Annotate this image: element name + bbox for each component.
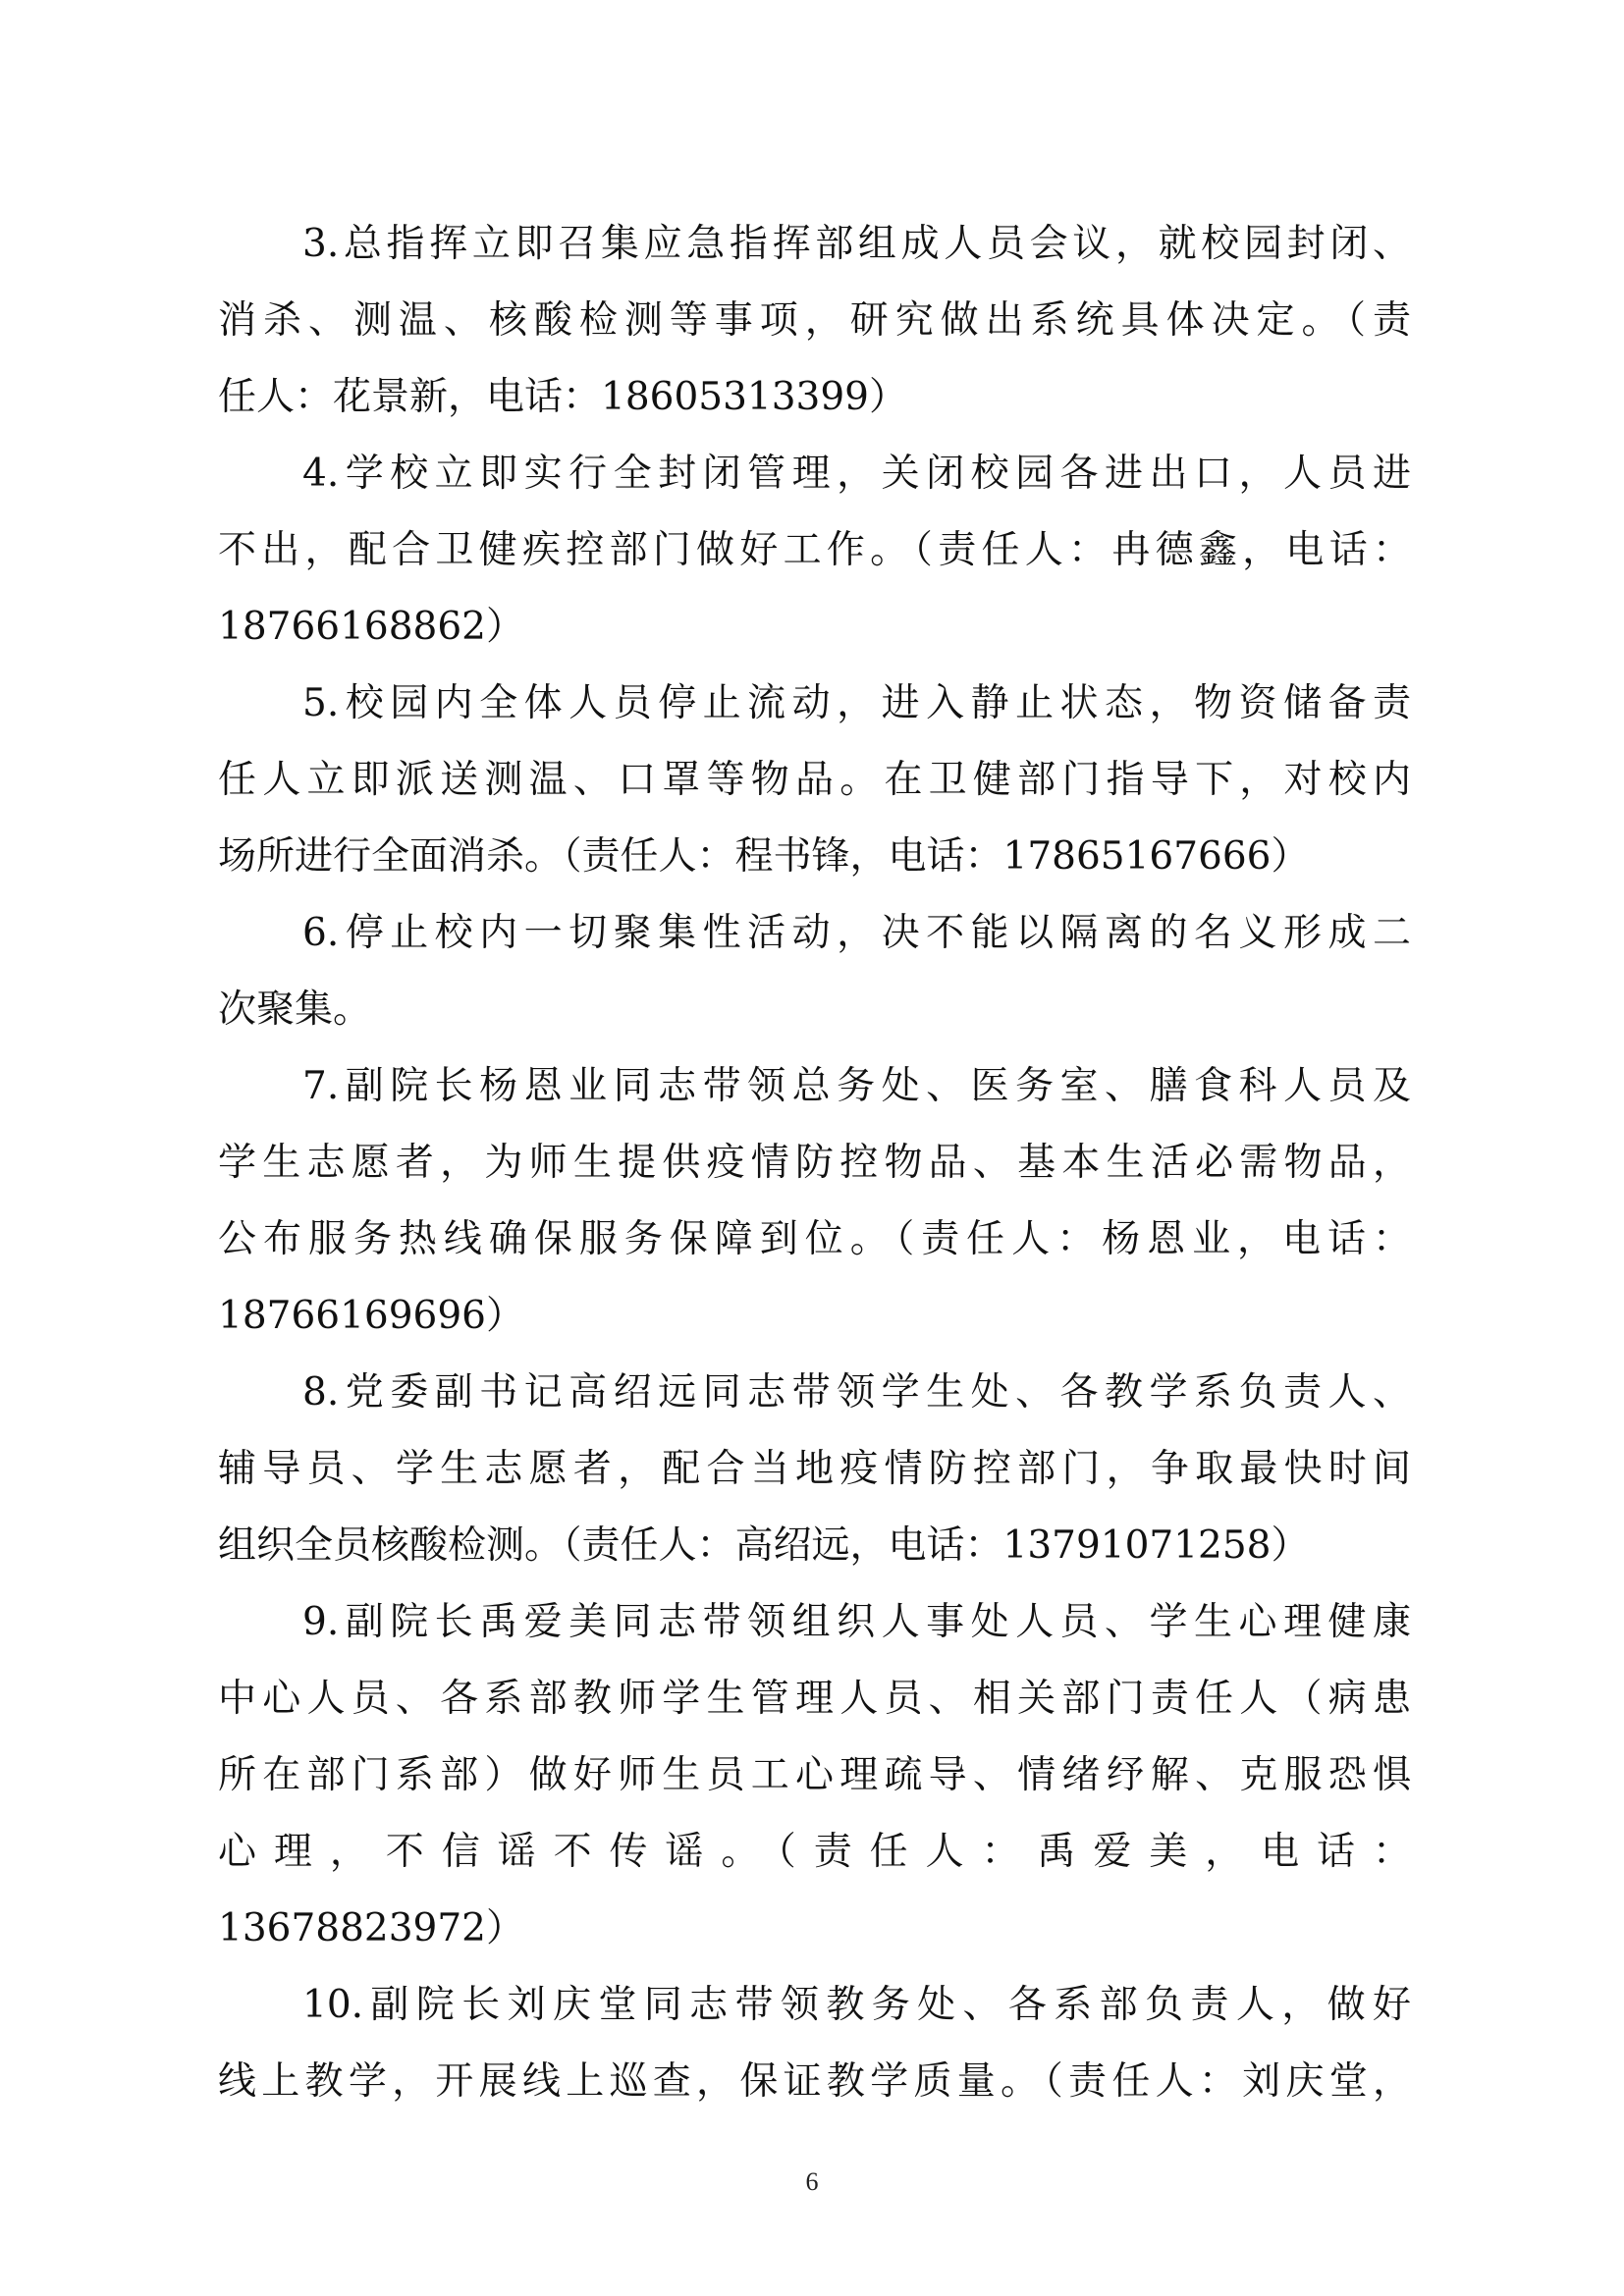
text-line: 7.副院长杨恩业同志带领总务处、医务室、膳食科人员及: [302, 1064, 1411, 1108]
text-line: 中心人员、各系部教师学生管理人员、相关部门责任人（病患: [218, 1677, 1411, 1721]
text-line: 13678823972）: [218, 1906, 524, 1950]
text-line: 3.总指挥立即召集应急指挥部组成人员会议，就校园封闭、: [302, 222, 1411, 266]
text-line: 组织全员核酸检测。（责任人：高绍远，电话：13791071258）: [218, 1523, 1310, 1568]
document-body: [218, 206, 1411, 2120]
text-line: 公布服务热线确保服务保障到位。（责任人：杨恩业，电话：: [218, 1217, 1411, 1261]
text-line: 18766168862）: [218, 605, 524, 649]
text-line: 10.副院长刘庆堂同志带领教务处、各系部负责人，做好: [302, 1983, 1411, 2027]
text-line: 任人立即派送测温、口罩等物品。在卫健部门指导下，对校内: [218, 758, 1411, 802]
text-line: 不出，配合卫健疾控部门做好工作。（责任人：冉德鑫，电话：: [218, 528, 1411, 572]
text-line: 次聚集。: [218, 988, 372, 1032]
text-line: 6.停止校内一切聚集性活动，决不能以隔离的名义形成二: [302, 911, 1411, 955]
text-line: 消杀、测温、核酸检测等事项，研究做出系统具体决定。（责: [218, 298, 1411, 343]
text-line: 辅导员、学生志愿者，配合当地疫情防控部门，争取最快时间: [218, 1447, 1411, 1491]
text-line: 学生志愿者，为师生提供疫情防控物品、基本生活必需物品，: [218, 1141, 1411, 1185]
text-line: 5.校园内全体人员停止流动，进入静止状态，物资储备责: [302, 681, 1411, 725]
text-line: 任人：花景新，电话：18605313399）: [218, 375, 907, 419]
text-line: 线上教学，开展线上巡查，保证教学质量。（责任人：刘庆堂，: [218, 2059, 1411, 2104]
text-line: 8.党委副书记高绍远同志带领学生处、各教学系负责人、: [302, 1370, 1411, 1415]
text-line: 9.副院长禹爱美同志带领组织人事处人员、学生心理健康: [302, 1600, 1411, 1644]
page-number: 6: [805, 2167, 819, 2196]
text-line: 18766169696）: [218, 1294, 524, 1338]
text-line: 所在部门系部）做好师生员工心理疏导、情绪纾解、克服恐惧: [218, 1753, 1411, 1797]
text-line: 4.学校立即实行全封闭管理，关闭校园各进出口，人员进: [302, 452, 1411, 496]
text-line: 心理，不信谣不传谣。（责任人：禹爱美，电话：: [218, 1830, 1411, 1874]
text-line: 场所进行全面消杀。（责任人：程书锋，电话：17865167666）: [218, 834, 1310, 879]
